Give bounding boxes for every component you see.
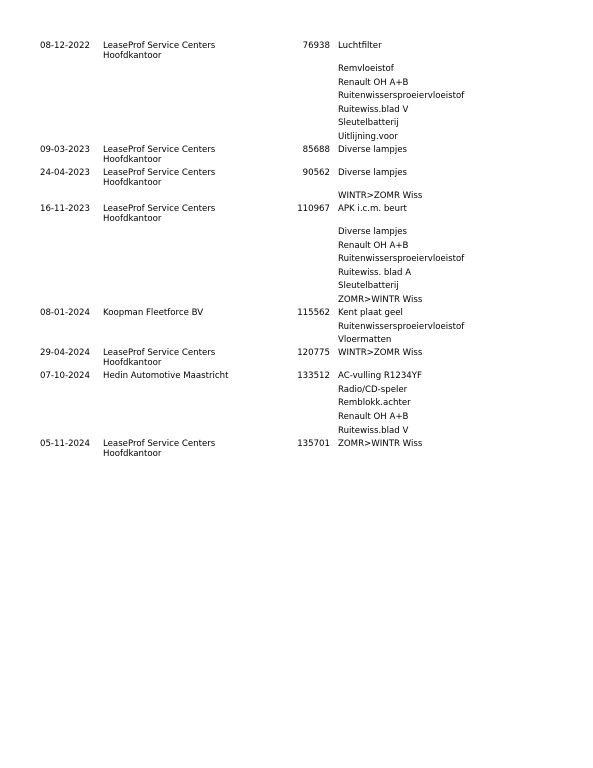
entry-date: 29-04-2024 <box>40 348 90 359</box>
work-item: Uitlijning.voor <box>338 131 398 142</box>
entry-garage <box>103 308 253 318</box>
entry-mileage: 85688 <box>302 144 330 155</box>
work-item: Diverse lampjes <box>338 167 408 178</box>
entry-mileage: 133512 <box>297 371 330 382</box>
garage-name-line: Hoofdkantoor <box>103 51 162 61</box>
entry-work-items <box>338 191 538 201</box>
work-item: Luchtfilter <box>338 41 382 51</box>
entry-work-items <box>338 64 538 142</box>
entry-work-items <box>338 204 538 214</box>
maintenance-history-list <box>40 41 560 462</box>
maintenance-entry <box>40 168 560 188</box>
maintenance-entry <box>40 371 560 435</box>
work-item: ZOMR>WINTR Wiss <box>338 438 423 449</box>
garage-name-line: Koopman Fleetforce BV <box>103 307 204 318</box>
entry-garage <box>103 41 253 61</box>
entry-mileage: 120775 <box>297 348 330 359</box>
work-item: Ruitewiss.blad V <box>338 104 409 115</box>
entry-work-items <box>338 371 538 435</box>
work-item: Sleutelbatterij <box>338 281 399 292</box>
maintenance-entry <box>40 227 560 305</box>
garage-name-line: LeaseProf Service Centers <box>103 348 216 359</box>
entry-work-items <box>338 145 538 155</box>
maintenance-entry <box>40 308 560 345</box>
work-item: ZOMR>WINTR Wiss <box>338 294 423 305</box>
maintenance-entry <box>40 348 560 368</box>
maintenance-entry <box>40 439 560 459</box>
entry-mileage: 90562 <box>302 167 330 178</box>
entry-garage <box>103 348 253 368</box>
maintenance-entry <box>40 191 560 201</box>
work-item: Ruitewiss. blad A <box>338 267 412 278</box>
entry-date: 16-11-2023 <box>40 203 90 214</box>
work-item: Diverse lampjes <box>338 144 408 155</box>
entry-mileage: 110967 <box>297 203 330 214</box>
work-item: AC-vulling R1234YF <box>338 371 422 382</box>
entry-work-items <box>338 41 538 51</box>
work-item: Ruitenwissersproeiervloeistof <box>338 91 465 102</box>
garage-name-line: Hoofdkantoor <box>103 154 162 165</box>
work-item: Ruitenwissersproeiervloeistof <box>338 321 465 332</box>
garage-name-line: LeaseProf Service Centers <box>103 203 216 214</box>
entry-garage <box>103 204 253 224</box>
garage-name-line: Hoofdkantoor <box>103 177 162 188</box>
entry-garage <box>103 371 253 381</box>
entry-mileage: 115562 <box>297 307 330 318</box>
entry-garage <box>103 145 253 165</box>
work-item: Diverse lampjes <box>338 226 408 237</box>
maintenance-entry <box>40 145 560 165</box>
work-item: WINTR>ZOMR Wiss <box>338 348 423 359</box>
entry-work-items <box>338 308 538 345</box>
entry-date: 08-12-2022 <box>40 41 90 51</box>
garage-name-line: Hoofdkantoor <box>103 448 162 459</box>
garage-name-line: LeaseProf Service Centers <box>103 144 216 155</box>
work-item: Renault OH A+B <box>338 411 409 422</box>
maintenance-entry <box>40 204 560 224</box>
work-item: Remvloeistof <box>338 64 394 74</box>
entry-work-items <box>338 439 538 449</box>
work-item: Sleutelbatterij <box>338 118 399 129</box>
garage-name-line: Hoofdkantoor <box>103 213 162 224</box>
maintenance-entry <box>40 41 560 61</box>
work-item: WINTR>ZOMR Wiss <box>338 190 423 201</box>
work-item: Ruitewiss.blad V <box>338 425 409 436</box>
entry-work-items <box>338 168 538 178</box>
work-item: Renault OH A+B <box>338 240 409 251</box>
entry-date: 05-11-2024 <box>40 438 90 449</box>
work-item: Renault OH A+B <box>338 77 409 88</box>
work-item: Radio/CD-speler <box>338 384 408 395</box>
entry-date: 24-04-2023 <box>40 167 90 178</box>
garage-name-line: LeaseProf Service Centers <box>103 438 216 449</box>
entry-date: 08-01-2024 <box>40 307 90 318</box>
garage-name-line: Hedin Automotive Maastricht <box>103 371 229 382</box>
entry-work-items <box>338 348 538 358</box>
garage-name-line: LeaseProf Service Centers <box>103 41 216 51</box>
entry-mileage: 76938 <box>302 41 330 51</box>
entry-mileage: 135701 <box>297 438 330 449</box>
garage-name-line: Hoofdkantoor <box>103 358 162 369</box>
garage-name-line: LeaseProf Service Centers <box>103 167 216 178</box>
entry-date: 09-03-2023 <box>40 144 90 155</box>
work-item: Vloermatten <box>338 335 392 346</box>
work-item: Kent plaat geel <box>338 307 403 318</box>
entry-date: 07-10-2024 <box>40 371 90 382</box>
work-item: Ruitenwissersproeiervloeistof <box>338 254 465 265</box>
entry-garage <box>103 168 253 188</box>
entry-garage <box>103 439 253 459</box>
work-item: Remblokk.achter <box>338 398 411 409</box>
entry-work-items <box>338 227 538 305</box>
work-item: APK i.c.m. beurt <box>338 203 407 214</box>
maintenance-entry <box>40 64 560 142</box>
